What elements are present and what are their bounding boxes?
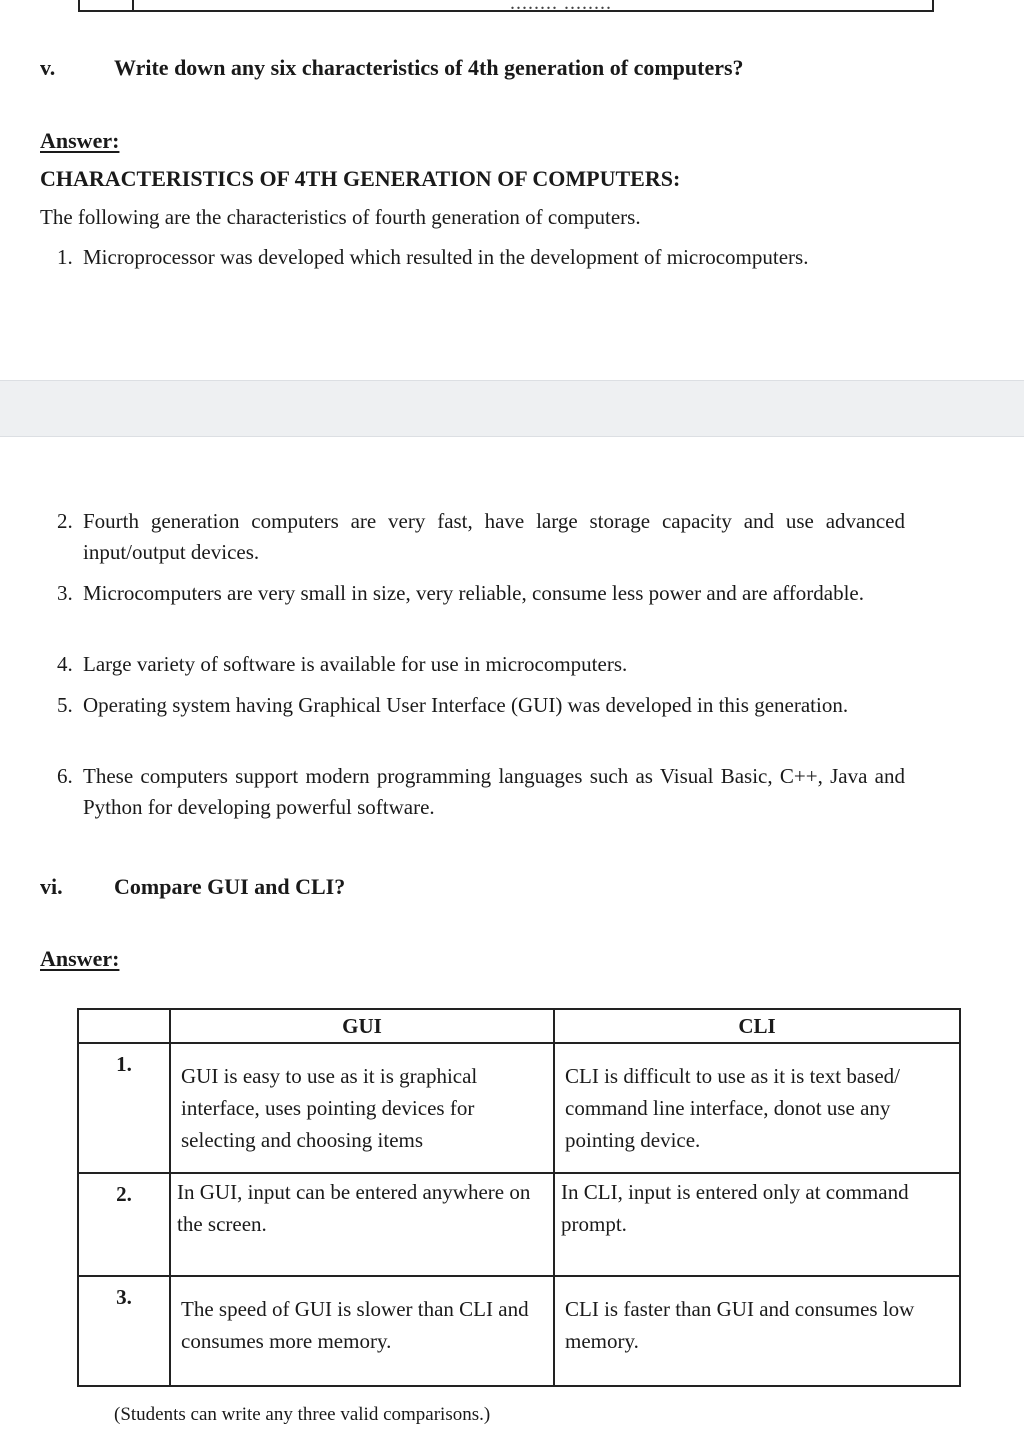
- list-number: 2.: [57, 509, 73, 533]
- table-row: [78, 1173, 960, 1276]
- row-number: 3.: [78, 1276, 170, 1386]
- question-5-text: Write down any six characteristics of 4th generation of computers?: [114, 55, 744, 80]
- list-number: 5.: [57, 693, 73, 717]
- footnote: (Students can write any three valid comparisons.): [114, 1404, 491, 1425]
- list-number: 3.: [57, 581, 73, 605]
- answer-label-5: Answer:: [40, 128, 120, 153]
- list-item: [57, 761, 905, 823]
- cut-off-text: ........ ........: [510, 0, 612, 14]
- list-item: [57, 506, 905, 568]
- row-number: 1.: [78, 1043, 170, 1173]
- list-text: Large variety of software is available for use in microcomputers.: [83, 652, 628, 676]
- list-number: 1.: [57, 245, 73, 269]
- list-item: [57, 242, 905, 273]
- intro-paragraph: The following are the characteristics of fourth generation of computers.: [40, 205, 641, 229]
- table-row: [78, 1043, 960, 1173]
- table-header-row: [78, 1009, 960, 1043]
- previous-table-fragment: [78, 0, 934, 12]
- list-text: These computers support modern programming languages such as Visual Basic, C++, Java and Python for developing powerful software.: [83, 764, 905, 819]
- list-text: Operating system having Graphical User Interface (GUI) was developed in this generation.: [83, 693, 849, 717]
- question-6-number: vi.: [40, 874, 63, 899]
- page-separator: [0, 380, 1024, 437]
- gui-cell: The speed of GUI is slower than CLI and consumes more memory.: [170, 1276, 554, 1386]
- gui-cell: GUI is easy to use as it is graphical interface, uses pointing devices for selecting and choosing items: [170, 1043, 554, 1173]
- cli-cell: CLI is difficult to use as it is text based/ command line interface, donot use any pointing device.: [554, 1043, 960, 1173]
- comparison-table: [77, 1008, 961, 1387]
- list-item: [57, 578, 905, 609]
- list-number: 4.: [57, 652, 73, 676]
- list-text: Microprocessor was developed which resulted in the development of microcomputers.: [83, 245, 809, 269]
- table-row: [78, 1276, 960, 1386]
- table-divider: [132, 0, 134, 12]
- list-text: Microcomputers are very small in size, very reliable, consume less power and are affordable.: [83, 581, 864, 605]
- list-item: [57, 649, 905, 680]
- characteristics-heading: CHARACTERISTICS OF 4TH GENERATION OF COMPUTERS:: [40, 166, 681, 191]
- cli-cell: CLI is faster than GUI and consumes low memory.: [554, 1276, 960, 1386]
- list-item: [57, 690, 905, 721]
- row-number: 2.: [78, 1173, 170, 1276]
- header-blank: [78, 1009, 170, 1043]
- list-text: Fourth generation computers are very fast, have large storage capacity and use advanced input/output devices.: [83, 509, 905, 564]
- answer-label-6: Answer:: [40, 946, 120, 971]
- question-5-number: v.: [40, 55, 56, 80]
- header-gui: GUI: [170, 1009, 554, 1043]
- cli-cell: In CLI, input is entered only at command prompt.: [554, 1173, 960, 1276]
- gui-cell: In GUI, input can be entered anywhere on the screen.: [170, 1173, 554, 1276]
- list-number: 6.: [57, 764, 73, 788]
- header-cli: CLI: [554, 1009, 960, 1043]
- question-6-text: Compare GUI and CLI?: [114, 874, 346, 899]
